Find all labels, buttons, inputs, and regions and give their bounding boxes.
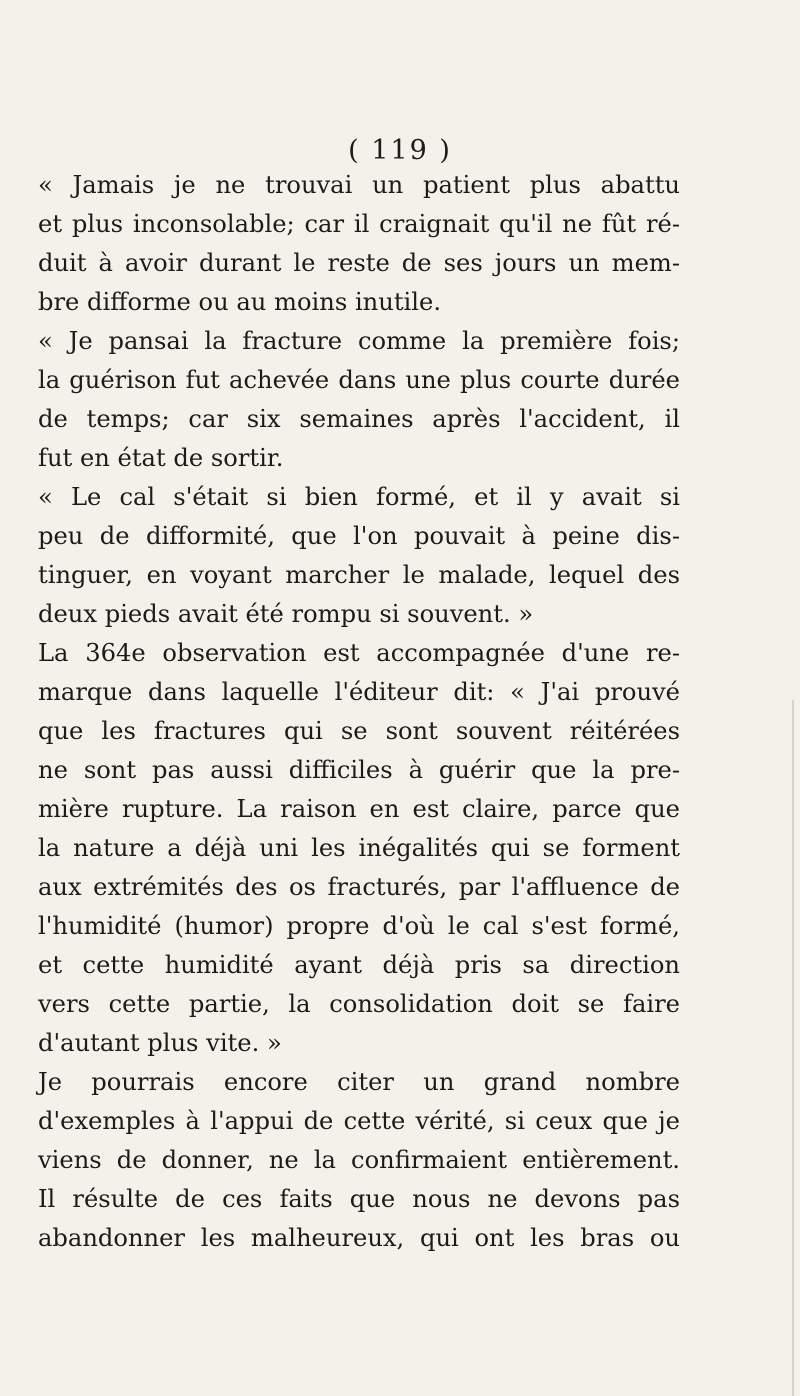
text-line: l'humidité (humor) propre d'où le cal s'est formé, xyxy=(38,912,680,940)
text-line: et plus inconsolable; car il craignait qu'il ne fût ré- xyxy=(38,210,680,238)
text-line: et cette humidité ayant déjà pris sa direction xyxy=(38,951,680,979)
text-line: abandonner les malheureux, qui ont les bras ou xyxy=(38,1224,680,1252)
text-line: marque dans laquelle l'éditeur dit: « J'ai prouvé xyxy=(38,678,680,706)
text-line: Il résulte de ces faits que nous ne devons pas xyxy=(38,1185,680,1213)
text-line: « Le cal s'était si bien formé, et il y avait si xyxy=(38,483,680,511)
text-line: « Je pansai la fracture comme la première fois; xyxy=(38,327,680,355)
text-line: duit à avoir durant le reste de ses jours un mem- xyxy=(38,249,680,277)
text-line: deux pieds avait été rompu si souvent. » xyxy=(38,600,534,628)
text-line: tinguer, en voyant marcher le malade, lequel des xyxy=(38,561,680,589)
text-line: vers cette partie, la consolidation doit se faire xyxy=(38,990,680,1018)
text-line: « Jamais je ne trouvai un patient plus abattu xyxy=(38,171,680,199)
text-line: que les fractures qui se sont souvent réitérées xyxy=(38,717,680,745)
text-line: d'exemples à l'appui de cette vérité, si ceux que je xyxy=(38,1107,680,1135)
text-line: d'autant plus vite. » xyxy=(38,1029,282,1057)
body-text xyxy=(38,166,680,1258)
text-line: Je pourrais encore citer un grand nombre xyxy=(38,1068,680,1096)
text-line: peu de difformité, que l'on pouvait à peine dis- xyxy=(38,522,680,550)
text-line: mière rupture. La raison en est claire, parce que xyxy=(38,795,680,823)
text-line: La 364e observation est accompagnée d'une re- xyxy=(38,639,680,667)
text-line: viens de donner, ne la confirmaient entièrement. xyxy=(38,1146,680,1174)
text-line: la guérison fut achevée dans une plus courte durée xyxy=(38,366,680,394)
text-line: la nature a déjà uni les inégalités qui se forment xyxy=(38,834,680,862)
page-number: ( 119 ) xyxy=(348,135,452,166)
text-line: aux extrémités des os fracturés, par l'affluence de xyxy=(38,873,680,901)
text-line: fut en état de sortir. xyxy=(38,444,284,472)
text-line: de temps; car six semaines après l'accident, il xyxy=(38,405,680,433)
text-line: bre difforme ou au moins inutile. xyxy=(38,288,442,316)
page-edge-shadow xyxy=(792,700,794,1396)
text-line: ne sont pas aussi difficiles à guérir que la pre- xyxy=(38,756,680,784)
